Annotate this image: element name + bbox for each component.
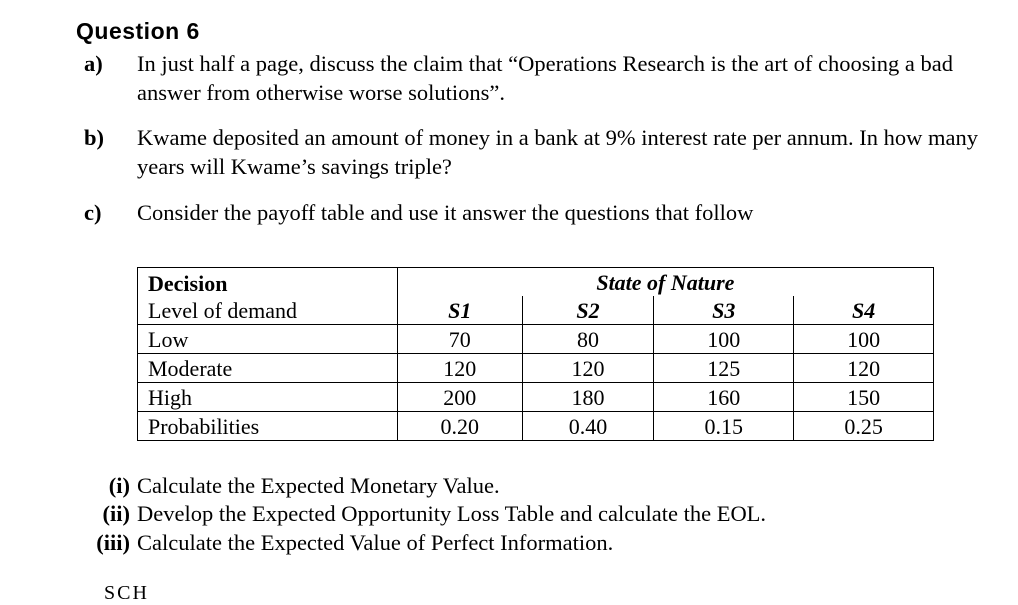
table-cell: 200 (397, 383, 522, 412)
state-of-nature-header: State of Nature (397, 268, 933, 297)
question-b-label: b) (84, 125, 105, 150)
table-cell: 70 (397, 325, 522, 354)
sub-question-ii-text: Develop the Expected Opportunity Loss Table and calculate the EOL. (137, 501, 767, 526)
sub-question-i-text: Calculate the Expected Monetary Value. (137, 473, 500, 498)
table-cell: 150 (794, 383, 934, 412)
sub-question-iii-text: Calculate the Expected Value of Perfect Information. (137, 530, 614, 555)
sub-question-i-label: (i) (108, 473, 130, 498)
row-label-probabilities: Probabilities (138, 412, 398, 441)
table-cell: 80 (522, 325, 654, 354)
row-label-moderate: Moderate (138, 354, 398, 383)
column-header-s4: S4 (794, 296, 934, 325)
table-row (138, 325, 934, 354)
table-cell: 180 (522, 383, 654, 412)
question-heading: Question 6 (76, 18, 200, 44)
table-cell: 120 (794, 354, 934, 383)
table-row (138, 412, 934, 441)
column-header-s1: S1 (397, 296, 522, 325)
column-header-s2: S2 (522, 296, 654, 325)
table-cell: 0.20 (397, 412, 522, 441)
question-c-text: Consider the payoff table and use it answer the questions that follow (137, 200, 754, 225)
question-a-label: a) (84, 51, 103, 76)
table-header-row (138, 268, 934, 297)
table-cell: 120 (522, 354, 654, 383)
sub-question-ii-label: (ii) (102, 501, 130, 526)
payoff-table (137, 267, 934, 441)
sub-question-iii-label: (iii) (96, 530, 130, 555)
table-cell: 120 (397, 354, 522, 383)
table-cell: 100 (794, 325, 934, 354)
table-row (138, 354, 934, 383)
row-label-high: High (138, 383, 398, 412)
table-corner-cell (138, 268, 398, 325)
question-c-label: c) (84, 200, 102, 225)
question-a-text: In just half a page, discuss the claim that “Operations Research is the art of choosing a bad answer from otherwise worse solutions”. (137, 51, 953, 105)
decision-header: Decision (148, 271, 228, 296)
table-cell: 100 (654, 325, 794, 354)
table-cell: 0.15 (654, 412, 794, 441)
table-cell: 125 (654, 354, 794, 383)
cut-off-text: SCH (104, 582, 149, 604)
row-label-low: Low (138, 325, 398, 354)
level-of-demand-header: Level of demand (148, 298, 298, 323)
table-cell: 160 (654, 383, 794, 412)
column-header-s3: S3 (654, 296, 794, 325)
table-cell: 0.25 (794, 412, 934, 441)
table-row (138, 383, 934, 412)
table-cell: 0.40 (522, 412, 654, 441)
question-b-text: Kwame deposited an amount of money in a bank at 9% interest rate per annum. In how many years will Kwame’s savings triple? (137, 125, 979, 179)
